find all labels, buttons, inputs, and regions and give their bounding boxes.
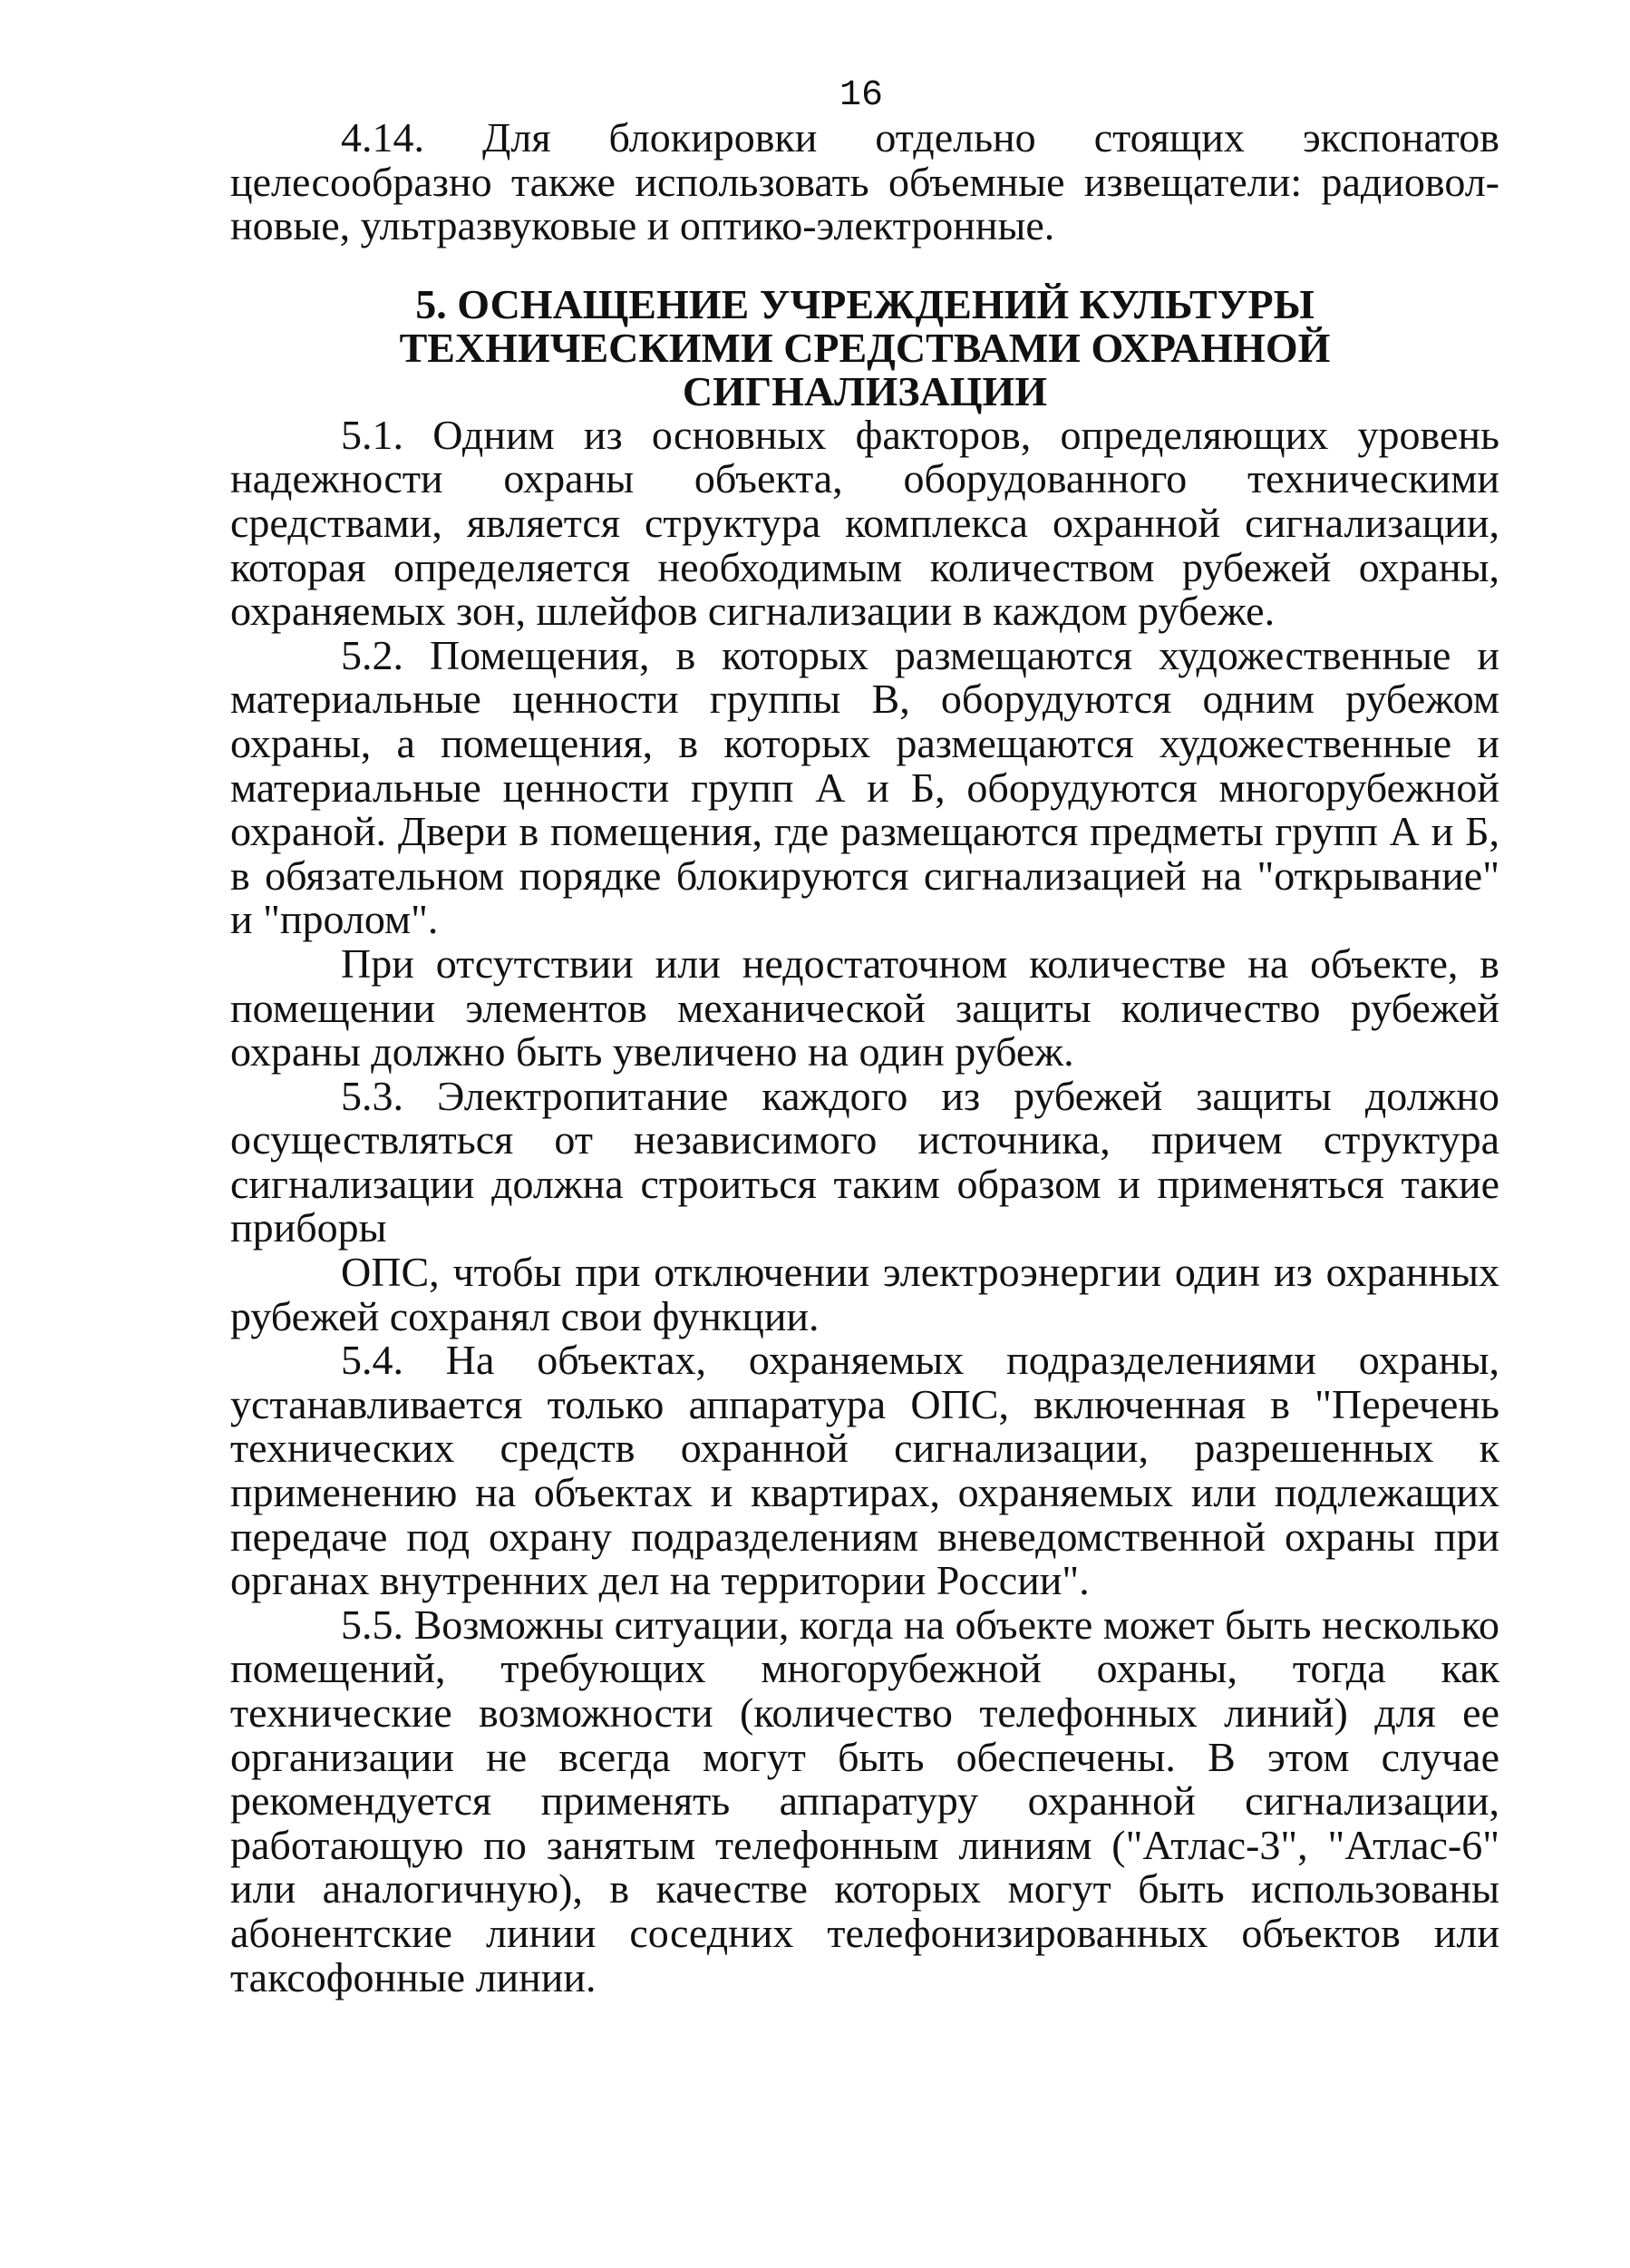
paragraph-5-2-continued: При отсутствии или недостаточном количестве на объекте, в помещении элементов механической защиты количество рубежей охраны должно быть увеличено на один рубеж. <box>230 939 1499 1076</box>
paragraph-5-1: 5.1. Одним из основных факторов, определяющих уровень надежности охраны объекта, оборудованного техническими средствами, является структура комплекса охранной сигнализации, которая определяется необходимым количеством рубежей охраны, охраняемых зон, шлейфов сигнализации в каждом рубеже. <box>230 411 1499 635</box>
document-body <box>230 116 1499 2000</box>
paragraph-5-5: 5.5. Возможны ситуации, когда на объекте может быть несколько помещений, требующих многорубежной охраны, тогда как технические возможности (количество телефонных линий) для ее организации не всегда могут быть обеспечены. В этом случае рекомендуется применять аппаратуру охранной сигнализации, работающую по занятым телефонным линиям ("Атлас-3", "Атлас-6" или аналогичную), в качестве которых могут быть использованы абонентские линии соседних телефонизированных объектов или таксофонные линии. <box>230 1601 1499 2000</box>
section-title-line: ТЕХНИЧЕСКИМИ СРЕДСТВАМИ ОХРАННОЙ <box>399 324 1331 371</box>
section-title-line: СИГНАЛИЗАЦИИ <box>682 367 1048 414</box>
paragraph-5-2: 5.2. Помещения, в которых размещаются художественные и материальные ценности группы В, оборудуются одним рубежом охраны, а помещения, в которых размещаются художественные и материальные ценности групп А и Б, оборудуются многорубежной охраной. Двери в помещения, где размещаются предметы групп А и Б, в обязательном порядке блокируются сигнализацией на "открывание" и "пролом". <box>230 631 1499 943</box>
paragraph-5-3-continued: ОПС, чтобы при отключении электроэнергии один из охранных рубежей сохранял свои функции. <box>230 1249 1499 1339</box>
section-title-line: 5. ОСНАЩЕНИЕ УЧРЕЖДЕНИЙ КУЛЬТУРЫ <box>415 280 1315 327</box>
paragraph-5-3: 5.3. Электропитание каждого из рубежей защиты должно осуществляться от независимого источника, причем структура сигнализации должна строиться таким образом и применяться такие приборы <box>230 1072 1499 1251</box>
paragraph-4-14: 4.14. Для блокировки отдельно стоящих экспонатов целесообразно также использовать объемные извещатели: радиовол-новые, ультразвуковые и оптико-электронные. <box>230 114 1499 249</box>
page-number: 16 <box>839 75 883 116</box>
paragraph-5-4: 5.4. На объектах, охраняемых подразделениями охраны, устанавливается только аппаратура ОПС, включенная в "Перечень технических средств охранной сигнализации, разрешенных к применению на объектах и квартирах, охраняемых или подлежащих передаче под охрану подразделениям вневедомственной охраны при органах внутренних дел на территории России". <box>230 1337 1499 1604</box>
section-title <box>230 280 1499 414</box>
